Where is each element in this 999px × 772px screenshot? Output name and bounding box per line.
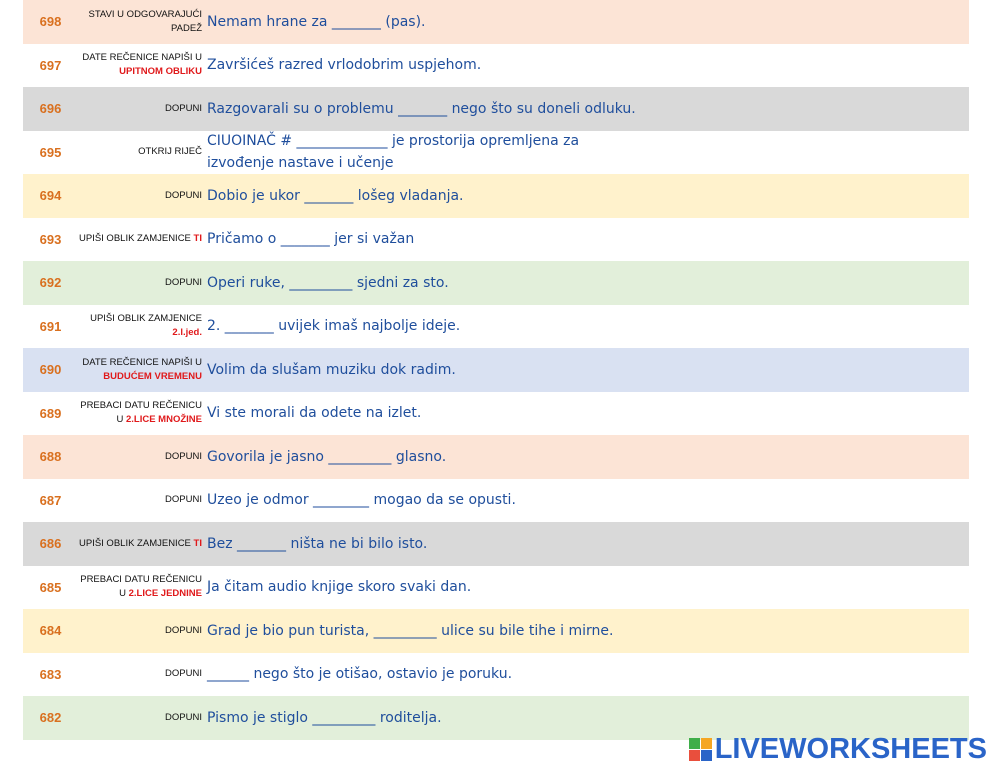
exercise-task[interactable]: Pismo je stiglo _________ roditelja.	[207, 709, 442, 726]
exercise-number: 688	[39, 449, 62, 465]
exercise-row	[23, 131, 969, 175]
exercise-instruction	[78, 624, 205, 638]
logo-square-2	[701, 738, 712, 749]
exercise-task[interactable]: Završićeš razred vrlodobrim uspjehom.	[207, 57, 482, 74]
exercise-instruction	[78, 356, 205, 384]
instruction-text: DOPUNI	[165, 494, 202, 506]
exercise-task[interactable]: Operi ruke, _________ sjedni za sto.	[207, 274, 449, 291]
instruction-highlight: 2.LICE JEDNINE	[128, 588, 202, 600]
exercise-number: 685	[39, 579, 62, 595]
exercise-task[interactable]: Ja čitam audio knjige skoro svaki dan.	[207, 579, 472, 596]
exercise-instruction	[78, 276, 205, 290]
instruction-text: PREBACI DATU REČENICU U	[80, 574, 202, 600]
exercise-number: 682	[39, 710, 62, 726]
exercise-row	[23, 87, 969, 131]
instruction-text: OTKRIJ RIJEČ	[138, 146, 202, 158]
instruction-text: DATE REČENICE NAPIŠI U	[82, 356, 202, 368]
exercise-row	[23, 305, 969, 349]
instruction-highlight: UPITNOM OBLIKU	[119, 66, 202, 78]
instruction-highlight: 2.LICE MNOŽINE	[125, 414, 202, 426]
exercise-number: 692	[39, 275, 62, 291]
exercise-number: 698	[39, 14, 62, 30]
exercise-task[interactable]: 2. _______ uvijek imaš najbolje ideje.	[207, 318, 461, 335]
exercise-row	[23, 435, 969, 479]
exercise-row	[23, 609, 969, 653]
instruction-text: PREBACI DATU REČENICU U	[80, 400, 202, 426]
exercise-instruction	[78, 450, 205, 464]
instruction-text: DATE REČENICE NAPIŠI U	[82, 52, 202, 64]
exercise-row	[23, 44, 969, 88]
exercise-task[interactable]: Dobio je ukor _______ lošeg vladanja.	[207, 187, 464, 204]
instruction-text: STAVI U ODGOVARAJUĆI PADEŽ	[88, 8, 202, 34]
exercise-row	[23, 522, 969, 566]
exercise-row	[23, 479, 969, 523]
exercise-number: 686	[39, 536, 62, 552]
exercise-task[interactable]: Uzeo je odmor ________ mogao da se opusti.	[207, 492, 516, 509]
logo-square-4	[701, 750, 712, 761]
exercise-task[interactable]: Vi ste morali da odete na izlet.	[207, 405, 422, 422]
exercise-task[interactable]: Nemam hrane za _______ (pas).	[207, 13, 426, 30]
exercise-instruction	[78, 493, 205, 507]
instruction-text: UPIŠI OBLIK ZAMJENICE	[90, 313, 202, 325]
exercise-row	[23, 653, 969, 697]
instruction-highlight: 2.l.jed.	[172, 327, 202, 339]
exercise-instruction	[78, 189, 205, 203]
exercise-instruction	[78, 537, 205, 551]
exercise-number: 687	[39, 492, 62, 508]
instruction-text: DOPUNI	[165, 189, 202, 201]
exercise-instruction	[78, 312, 205, 340]
instruction-text: DOPUNI	[165, 668, 202, 680]
exercise-row	[23, 0, 969, 44]
exercise-number: 697	[39, 57, 62, 73]
logo-text: LIVEWORKSHEETS	[714, 733, 987, 765]
exercise-instruction	[78, 145, 205, 159]
instruction-text: DOPUNI	[165, 711, 202, 723]
exercise-task[interactable]: Govorila je jasno _________ glasno.	[207, 448, 447, 465]
exercise-instruction	[78, 399, 205, 427]
exercise-instruction	[78, 51, 205, 79]
exercise-row	[23, 174, 969, 218]
instruction-text: UPIŠI OBLIK ZAMJENICE	[78, 233, 191, 245]
instruction-text: UPIŠI OBLIK ZAMJENICE	[78, 537, 191, 549]
exercise-number: 695	[39, 144, 62, 160]
exercise-number: 689	[39, 405, 62, 421]
exercise-task[interactable]: Volim da slušam muziku dok radim.	[207, 361, 456, 378]
exercise-instruction	[78, 102, 205, 116]
exercise-number: 696	[39, 101, 62, 117]
instruction-highlight: BUDUĆEM VREMENU	[103, 370, 202, 382]
exercise-task[interactable]: Grad je bio pun turista, _________ ulice su bile tihe i mirne.	[207, 622, 614, 639]
logo-icon	[689, 738, 712, 761]
exercise-number: 690	[39, 362, 62, 378]
exercise-task[interactable]: Bez _______ ništa ne bi bilo isto.	[207, 535, 428, 552]
logo-square-1	[689, 738, 700, 749]
exercise-row	[23, 392, 969, 436]
exercise-task[interactable]: CIUOINAČ # _____________ je prostorija opremljena za izvođenje nastave i učenje	[207, 133, 580, 172]
instruction-text: DOPUNI	[165, 276, 202, 288]
worksheet	[23, 0, 969, 740]
exercise-row	[23, 218, 969, 262]
liveworksheets-logo[interactable]	[689, 733, 987, 766]
instruction-highlight: TI	[193, 537, 202, 549]
exercise-instruction	[78, 573, 205, 601]
instruction-highlight: TI	[193, 233, 202, 245]
exercise-number: 691	[39, 318, 62, 334]
exercise-number: 694	[39, 188, 62, 204]
exercise-instruction	[78, 711, 205, 725]
exercise-number: 683	[39, 666, 62, 682]
instruction-text: DOPUNI	[165, 624, 202, 636]
exercise-row	[23, 261, 969, 305]
exercise-instruction	[78, 232, 205, 246]
exercise-instruction	[78, 667, 205, 681]
exercise-task[interactable]: ______ nego što je otišao, ostavio je poruku.	[207, 666, 513, 683]
instruction-text: DOPUNI	[165, 102, 202, 114]
instruction-text: DOPUNI	[165, 450, 202, 462]
exercise-row	[23, 566, 969, 610]
exercise-task[interactable]: Pričamo o _______ jer si važan	[207, 231, 415, 248]
exercise-instruction	[78, 8, 205, 36]
exercise-task[interactable]: Razgovarali su o problemu _______ nego što su doneli odluku.	[207, 100, 636, 117]
exercise-number: 693	[39, 231, 62, 247]
exercise-number: 684	[39, 623, 62, 639]
exercise-row	[23, 348, 969, 392]
logo-square-3	[689, 750, 700, 761]
